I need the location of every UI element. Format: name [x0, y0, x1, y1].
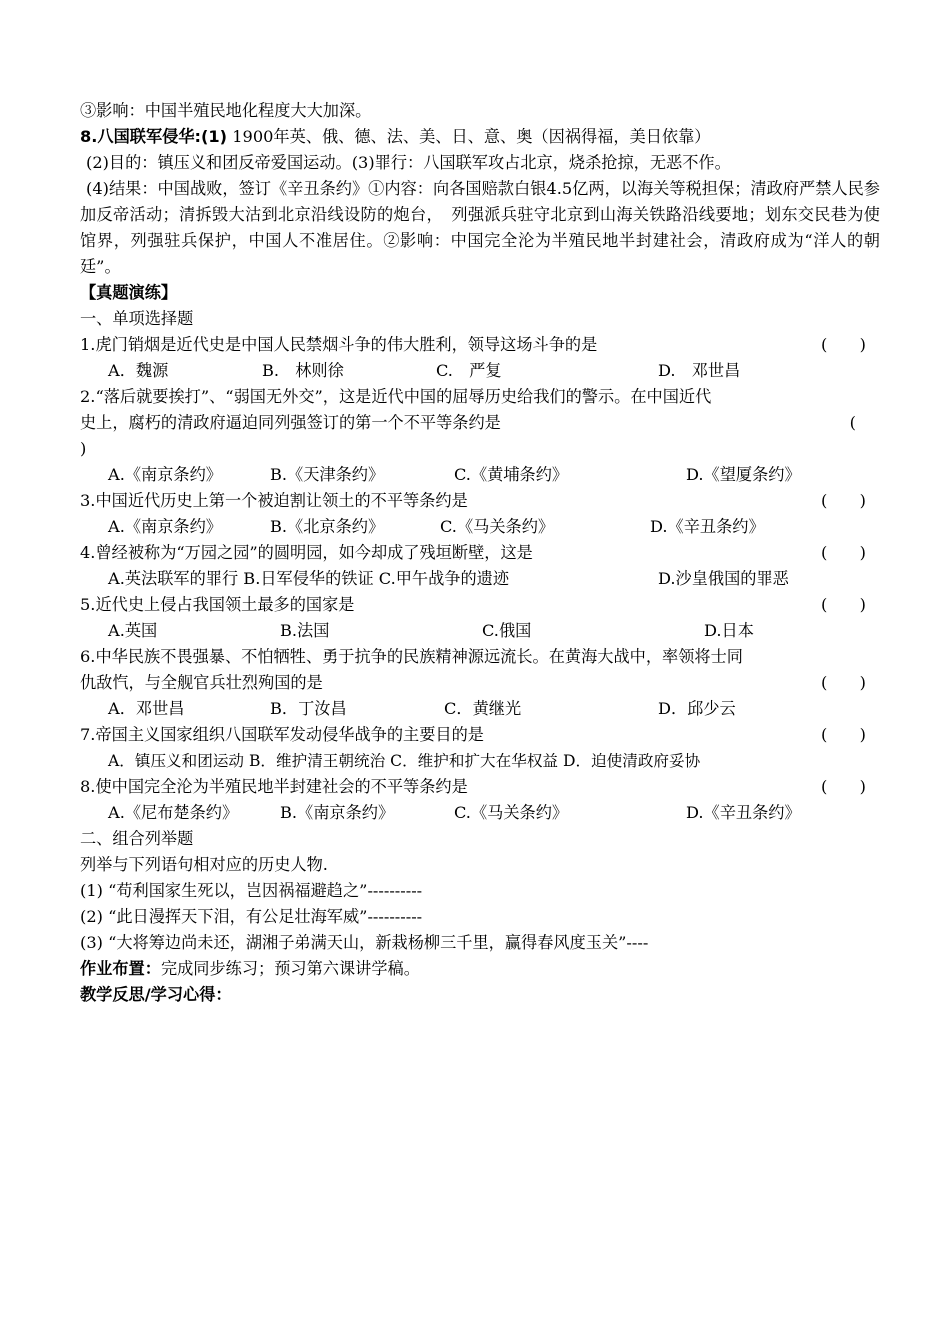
- question-5-options: [80, 618, 880, 644]
- homework-text: 完成同步练习；预习第六课讲学稿。: [160, 959, 420, 978]
- option-a: A.《南京条约》: [108, 465, 222, 484]
- homework-label: 作业布置：: [80, 959, 161, 978]
- quote-2: (2) “此日漫挥天下泪，有公足壮海军威”----------: [80, 907, 423, 926]
- section-2-title: 二、组合列举题: [80, 829, 194, 848]
- option-b: B．丁汝昌: [270, 699, 347, 718]
- option-c: C．黄继光: [444, 699, 522, 718]
- section-1-title: 一、单项选择题: [80, 309, 194, 328]
- question-4-options: [80, 566, 880, 592]
- option-d: D. 邓世昌: [658, 361, 741, 380]
- option-b: B. 林则徐: [262, 361, 344, 380]
- option-d: D.《辛丑条约》: [650, 517, 765, 536]
- question-3-options: [80, 514, 880, 540]
- question-6-stem-2: [80, 670, 880, 696]
- question-2-stem-1: 2.“落后就要挨打”、“弱国无外交”，这是近代中国的屈辱历史给我们的警示。在中国近代: [80, 387, 712, 406]
- quote-3: (3) “大将筹边尚未还，湖湘子弟满天山，新栽杨柳三千里，赢得春风度玉关”----: [80, 933, 649, 952]
- option-a: A．魏源: [108, 361, 169, 380]
- question-4-stem: [80, 540, 880, 566]
- question-6-stem-1: 6.中华民族不畏强暴、不怕牺牲、勇于抗争的民族精神源远流长。在黄海大战中，率领将士同: [80, 647, 743, 666]
- homework-line: [80, 956, 880, 982]
- question-8-stem: [80, 774, 880, 800]
- answer-paren: ( ): [820, 491, 866, 510]
- purpose-crimes-line: (2)目的：镇压义和团反帝爱国运动。(3)罪行：八国联军攻占北京，烧杀抢掠，无恶不作。: [86, 153, 731, 172]
- question-1-options: [80, 358, 880, 384]
- question-7-options: [80, 748, 880, 774]
- options-a-to-d: A．镇压义和团运动 B．维护清王朝统治 C．维护和扩大在华权益 D．迫使清政府妥协: [108, 752, 701, 770]
- answer-paren: ( ): [820, 335, 866, 354]
- practice-title: 【真题演练】: [80, 283, 178, 302]
- section-8-title: 8.八国联军侵华:(1): [80, 127, 228, 146]
- question-1-text: 1.虎门销烟是近代史是中国人民禁烟斗争的伟大胜利，领导这场斗争的是: [80, 335, 598, 354]
- option-c: C.《马关条约》: [454, 803, 569, 822]
- options-a-to-c: A.英法联军的罪行 B.日军侵华的铁证 C.甲午战争的遗迹: [108, 569, 510, 588]
- option-a: A.《尼布楚条约》: [108, 803, 239, 822]
- answer-paren-close: ): [80, 439, 87, 458]
- question-6-options: [80, 696, 880, 722]
- option-b: B.《天津条约》: [270, 465, 385, 484]
- answer-paren: ( ): [820, 543, 866, 562]
- question-4-text: 4.曾经被称为“万园之园”的圆明园，如今却成了残垣断壁，这是: [80, 543, 533, 562]
- question-2-options: [80, 462, 880, 488]
- option-d: D.日本: [704, 621, 754, 640]
- option-a: A.《南京条约》: [108, 517, 222, 536]
- option-b: B.法国: [280, 621, 330, 640]
- section-8-countries: 1900年英、俄、德、法、美、日、意、奥（因祸得福，美日依靠）: [227, 127, 711, 146]
- question-5-text: 5.近代史上侵占我国领土最多的国家是: [80, 595, 355, 614]
- document-page: [80, 98, 880, 1008]
- answer-paren: ( ): [820, 725, 866, 744]
- option-a: A．邓世昌: [108, 699, 185, 718]
- question-6-text: 仇敌忾，与全舰官兵壮烈殉国的是: [80, 673, 323, 692]
- option-b: B.《北京条约》: [270, 517, 385, 536]
- section-8-heading: [80, 124, 880, 150]
- section-2-instruction: 列举与下列语句相对应的历史人物.: [80, 855, 328, 874]
- answer-paren-open: (: [849, 413, 856, 432]
- result-paragraph: (4)结果：中国战败，签订《辛丑条约》①内容：向各国赔款白银4.5亿两，以海关等税担保；清政府严禁人民参加反帝活动；清拆毁大沽到北京沿线设防的炮台， 列强派兵驻守北京到山海关铁路沿线要地；划东交民巷为使馆界，列强驻兵保护，中国人不准居住。②影响：中国完全沦为半殖民地半封建社会，清政府成为“洋人的朝廷”。: [80, 179, 880, 276]
- question-8-text: 8.使中国完全沦为半殖民地半封建社会的不平等条约是: [80, 777, 468, 796]
- answer-paren: ( ): [820, 673, 866, 692]
- question-2-stem-2: [80, 410, 880, 436]
- question-7-stem: [80, 722, 880, 748]
- option-d: D.《辛丑条约》: [686, 803, 801, 822]
- option-d: D.沙皇俄国的罪恶: [658, 569, 789, 588]
- quote-1: (1) “苟利国家生死以，岂因祸福避趋之”----------: [80, 881, 423, 900]
- question-8-options: [80, 800, 880, 826]
- option-c: C. 严复: [436, 361, 502, 380]
- reflection-label: 教学反思/学习心得：: [80, 985, 232, 1004]
- question-3-text: 3.中国近代历史上第一个被迫割让领土的不平等条约是: [80, 491, 468, 510]
- question-5-stem: [80, 592, 880, 618]
- answer-paren: ( ): [820, 595, 866, 614]
- option-c: C.俄国: [482, 621, 532, 640]
- impact-line: ③影响：中国半殖民地化程度大大加深。: [80, 101, 372, 120]
- option-a: A.英国: [108, 621, 158, 640]
- question-3-stem: [80, 488, 880, 514]
- option-d: D．邱少云: [658, 699, 736, 718]
- answer-paren: ( ): [820, 777, 866, 796]
- option-c: C.《黄埔条约》: [454, 465, 569, 484]
- option-d: D.《望厦条约》: [686, 465, 801, 484]
- question-1-stem: [80, 332, 880, 358]
- question-7-text: 7.帝国主义国家组织八国联军发动侵华战争的主要目的是: [80, 725, 484, 744]
- option-b: B.《南京条约》: [280, 803, 395, 822]
- option-c: C.《马关条约》: [440, 517, 555, 536]
- question-2-text: 史上，腐朽的清政府逼迫同列强签订的第一个不平等条约是: [80, 413, 501, 432]
